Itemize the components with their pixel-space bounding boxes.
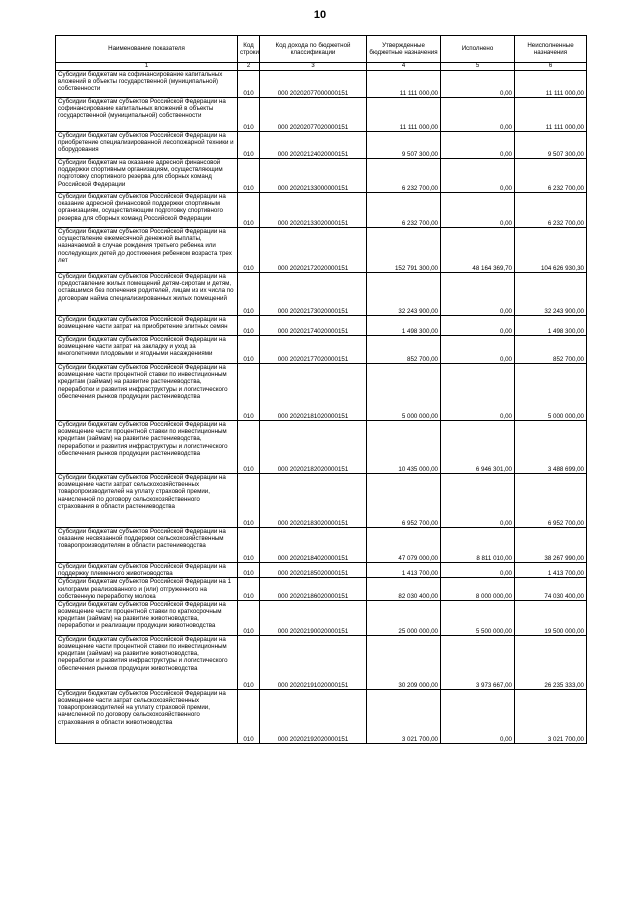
income-code: 000 20202183020000151 bbox=[260, 473, 367, 527]
income-code: 000 20202177020000151 bbox=[260, 335, 367, 363]
table-row bbox=[56, 473, 587, 527]
column-number: 2 bbox=[238, 63, 260, 71]
remaining-amount: 32 243 900,00 bbox=[515, 272, 587, 315]
remaining-amount: 19 500 000,00 bbox=[515, 600, 587, 635]
remaining-amount: 6 232 700,00 bbox=[515, 158, 587, 192]
executed-amount: 0,00 bbox=[441, 97, 515, 131]
indicator-name: Субсидии бюджетам субъектов Российской Федерации на возмещение части процентной ставки по инвестиционным кредитам (займам) на развитие растениеводства, переработки и развития инфраструктуры и логистического обеспечения рынков продукции растениеводства bbox=[56, 363, 238, 420]
header-approved: Утвержденные бюджетные назначения bbox=[367, 36, 441, 63]
line-code: 010 bbox=[238, 158, 260, 192]
header-row bbox=[56, 36, 587, 63]
executed-amount: 3 973 667,00 bbox=[441, 635, 515, 689]
budget-revenue-table bbox=[55, 35, 587, 744]
remaining-amount: 1 413 700,00 bbox=[515, 562, 587, 577]
income-code: 000 20202182020000151 bbox=[260, 420, 367, 473]
remaining-amount: 5 000 000,00 bbox=[515, 363, 587, 420]
line-code: 010 bbox=[238, 131, 260, 158]
table-row bbox=[56, 600, 587, 635]
table-row bbox=[56, 192, 587, 227]
remaining-amount: 6 232 700,00 bbox=[515, 192, 587, 227]
approved-amount: 3 021 700,00 bbox=[367, 689, 441, 743]
approved-amount: 32 243 900,00 bbox=[367, 272, 441, 315]
line-code: 010 bbox=[238, 227, 260, 272]
column-number: 3 bbox=[260, 63, 367, 71]
remaining-amount: 74 030 400,00 bbox=[515, 578, 587, 601]
indicator-name: Субсидии бюджетам субъектов Российской Федерации на софинансирование капитальных вложений в объекты государственной (муниципальной) собственности bbox=[56, 97, 238, 131]
page-number: 10 bbox=[313, 9, 327, 21]
table-row bbox=[56, 335, 587, 363]
table-row bbox=[56, 420, 587, 473]
table-row bbox=[56, 527, 587, 562]
line-code: 010 bbox=[238, 97, 260, 131]
income-code: 000 20202181020000151 bbox=[260, 363, 367, 420]
line-code: 010 bbox=[238, 335, 260, 363]
table-row bbox=[56, 578, 587, 601]
executed-amount: 6 946 301,00 bbox=[441, 420, 515, 473]
income-code: 000 20202133020000151 bbox=[260, 192, 367, 227]
executed-amount: 8 000 000,00 bbox=[441, 578, 515, 601]
executed-amount: 0,00 bbox=[441, 192, 515, 227]
income-code: 000 20202191020000151 bbox=[260, 635, 367, 689]
indicator-name: Субсидии бюджетам субъектов Российской Федерации на поддержку племенного животноводства bbox=[56, 562, 238, 577]
remaining-amount: 1 498 300,00 bbox=[515, 315, 587, 335]
indicator-name: Субсидии бюджетам субъектов Российской Федерации на возмещение части затрат сельскохозяйственных товаропроизводителей на уплату страховой премии, начисленной по договору сельскохозяйственного страхования в области растениеводства bbox=[56, 473, 238, 527]
remaining-amount: 11 111 000,00 bbox=[515, 97, 587, 131]
income-code: 000 20202077020000151 bbox=[260, 97, 367, 131]
executed-amount: 0,00 bbox=[441, 473, 515, 527]
line-code: 010 bbox=[238, 315, 260, 335]
executed-amount: 5 500 000,00 bbox=[441, 600, 515, 635]
table-row bbox=[56, 227, 587, 272]
approved-amount: 6 232 700,00 bbox=[367, 192, 441, 227]
income-code: 000 20202077000000151 bbox=[260, 70, 367, 97]
line-code: 010 bbox=[238, 689, 260, 743]
header-indicator-name: Наименование показателя bbox=[56, 36, 238, 63]
approved-amount: 9 507 300,00 bbox=[367, 131, 441, 158]
line-code: 010 bbox=[238, 70, 260, 97]
table-row bbox=[56, 562, 587, 577]
executed-amount: 48 164 369,70 bbox=[441, 227, 515, 272]
approved-amount: 1 498 300,00 bbox=[367, 315, 441, 335]
column-number: 4 bbox=[367, 63, 441, 71]
remaining-amount: 9 507 300,00 bbox=[515, 131, 587, 158]
line-code: 010 bbox=[238, 420, 260, 473]
income-code: 000 20202190020000151 bbox=[260, 600, 367, 635]
indicator-name: Субсидии бюджетам субъектов Российской Федерации на оказание несвязанной поддержки сельскохозяйственным товаропроизводителям в области растениеводства bbox=[56, 527, 238, 562]
column-number-row bbox=[56, 63, 587, 71]
executed-amount: 8 811 010,00 bbox=[441, 527, 515, 562]
income-code: 000 20202133000000151 bbox=[260, 158, 367, 192]
executed-amount: 0,00 bbox=[441, 363, 515, 420]
indicator-name: Субсидии бюджетам субъектов Российской Федерации на осуществление ежемесячной денежной выплаты, назначаемой в случае рождения третьего ребенка или последующих детей до достижения ребенком возраста трех лет bbox=[56, 227, 238, 272]
column-number: 1 bbox=[56, 63, 238, 71]
executed-amount: 0,00 bbox=[441, 158, 515, 192]
approved-amount: 11 111 000,00 bbox=[367, 97, 441, 131]
income-code: 000 20202124020000151 bbox=[260, 131, 367, 158]
indicator-name: Субсидии бюджетам на оказание адресной финансовой поддержки спортивным организациям, осуществляющим подготовку спортивного резерва для сборных команд Российской Федерации bbox=[56, 158, 238, 192]
income-code: 000 20202192020000151 bbox=[260, 689, 367, 743]
table-row bbox=[56, 70, 587, 97]
executed-amount: 0,00 bbox=[441, 689, 515, 743]
indicator-name: Субсидии бюджетам субъектов Российской Федерации на возмещение части процентной ставки по инвестиционным кредитам (займам) на развитие растениеводства, переработки и развития инфраструктуры и логистического обеспечения рынков продукции растениеводства bbox=[56, 420, 238, 473]
column-number: 5 bbox=[441, 63, 515, 71]
approved-amount: 852 700,00 bbox=[367, 335, 441, 363]
income-code: 000 20202184020000151 bbox=[260, 527, 367, 562]
line-code: 010 bbox=[238, 363, 260, 420]
approved-amount: 30 209 000,00 bbox=[367, 635, 441, 689]
line-code: 010 bbox=[238, 473, 260, 527]
executed-amount: 0,00 bbox=[441, 70, 515, 97]
column-number: 6 bbox=[515, 63, 587, 71]
table-row bbox=[56, 131, 587, 158]
executed-amount: 0,00 bbox=[441, 315, 515, 335]
header-income-code: Код дохода по бюджетной классификации bbox=[260, 36, 367, 63]
table-row bbox=[56, 689, 587, 743]
header-remaining: Неисполненные назначения bbox=[515, 36, 587, 63]
table-row bbox=[56, 315, 587, 335]
approved-amount: 5 000 000,00 bbox=[367, 363, 441, 420]
income-code: 000 20202172020000151 bbox=[260, 227, 367, 272]
indicator-name: Субсидии бюджетам субъектов Российской Федерации на возмещение части затрат сельскохозяйственных товаропроизводителей на уплату страховой премии, начисленной по договору сельскохозяйственного страхования в области животноводства bbox=[56, 689, 238, 743]
income-code: 000 20202185020000151 bbox=[260, 562, 367, 577]
remaining-amount: 3 488 699,00 bbox=[515, 420, 587, 473]
indicator-name: Субсидии бюджетам на софинансирование капитальных вложений в объекты государственной (муниципальной) собственности bbox=[56, 70, 238, 97]
approved-amount: 6 232 700,00 bbox=[367, 158, 441, 192]
income-code: 000 20202186020000151 bbox=[260, 578, 367, 601]
remaining-amount: 6 952 700,00 bbox=[515, 473, 587, 527]
executed-amount: 0,00 bbox=[441, 562, 515, 577]
remaining-amount: 26 235 333,00 bbox=[515, 635, 587, 689]
income-code: 000 20202174020000151 bbox=[260, 315, 367, 335]
line-code: 010 bbox=[238, 527, 260, 562]
income-code: 000 20202173020000151 bbox=[260, 272, 367, 315]
remaining-amount: 852 700,00 bbox=[515, 335, 587, 363]
indicator-name: Субсидии бюджетам субъектов Российской Федерации на приобретение специализированной лесопожарной техники и оборудования bbox=[56, 131, 238, 158]
line-code: 010 bbox=[238, 578, 260, 601]
table-row bbox=[56, 272, 587, 315]
table-row bbox=[56, 363, 587, 420]
indicator-name: Субсидии бюджетам субъектов Российской Федерации на 1 килограмм реализованного и (или) отгруженного на собственную переработку молока bbox=[56, 578, 238, 601]
line-code: 010 bbox=[238, 635, 260, 689]
indicator-name: Субсидии бюджетам субъектов Российской Федерации на предоставление жилых помещений детям-сиротам и детям, оставшимся без попечения родителей, лицам из их числа по договорам найма специализированных жилых помещений bbox=[56, 272, 238, 315]
remaining-amount: 38 267 990,00 bbox=[515, 527, 587, 562]
indicator-name: Субсидии бюджетам субъектов Российской Федерации на возмещение части процентной ставки по краткосрочным кредитам (займам) на развитие животноводства, переработки и реализации продукции животноводства bbox=[56, 600, 238, 635]
indicator-name: Субсидии бюджетам субъектов Российской Федерации на возмещение части затрат на закладку и уход за многолетними плодовыми и ягодными насаждениями bbox=[56, 335, 238, 363]
indicator-name: Субсидии бюджетам субъектов Российской Федерации на возмещение части процентной ставки по инвестиционным кредитам (займам) на развитие животноводства, переработки и развития инфраструктуры и логистического обеспечения рынков продукции животноводства bbox=[56, 635, 238, 689]
approved-amount: 25 000 000,00 bbox=[367, 600, 441, 635]
approved-amount: 10 435 000,00 bbox=[367, 420, 441, 473]
approved-amount: 1 413 700,00 bbox=[367, 562, 441, 577]
header-line-code: Код строки bbox=[238, 36, 260, 63]
remaining-amount: 3 021 700,00 bbox=[515, 689, 587, 743]
approved-amount: 152 791 300,00 bbox=[367, 227, 441, 272]
header-executed: Исполнено bbox=[441, 36, 515, 63]
executed-amount: 0,00 bbox=[441, 131, 515, 158]
approved-amount: 11 111 000,00 bbox=[367, 70, 441, 97]
remaining-amount: 104 626 930,30 bbox=[515, 227, 587, 272]
remaining-amount: 11 111 000,00 bbox=[515, 70, 587, 97]
table-row bbox=[56, 158, 587, 192]
table-row bbox=[56, 97, 587, 131]
executed-amount: 0,00 bbox=[441, 335, 515, 363]
line-code: 010 bbox=[238, 562, 260, 577]
approved-amount: 82 030 400,00 bbox=[367, 578, 441, 601]
line-code: 010 bbox=[238, 272, 260, 315]
indicator-name: Субсидии бюджетам субъектов Российской Федерации на оказание адресной финансовой поддержки спортивным организациям, осуществляющим подготовку спортивного резерва для сборных команд Российской Федерации bbox=[56, 192, 238, 227]
executed-amount: 0,00 bbox=[441, 272, 515, 315]
table-row bbox=[56, 635, 587, 689]
approved-amount: 6 952 700,00 bbox=[367, 473, 441, 527]
approved-amount: 47 079 000,00 bbox=[367, 527, 441, 562]
line-code: 010 bbox=[238, 600, 260, 635]
line-code: 010 bbox=[238, 192, 260, 227]
indicator-name: Субсидии бюджетам субъектов Российской Федерации на возмещение части затрат на приобретение элитных семян bbox=[56, 315, 238, 335]
